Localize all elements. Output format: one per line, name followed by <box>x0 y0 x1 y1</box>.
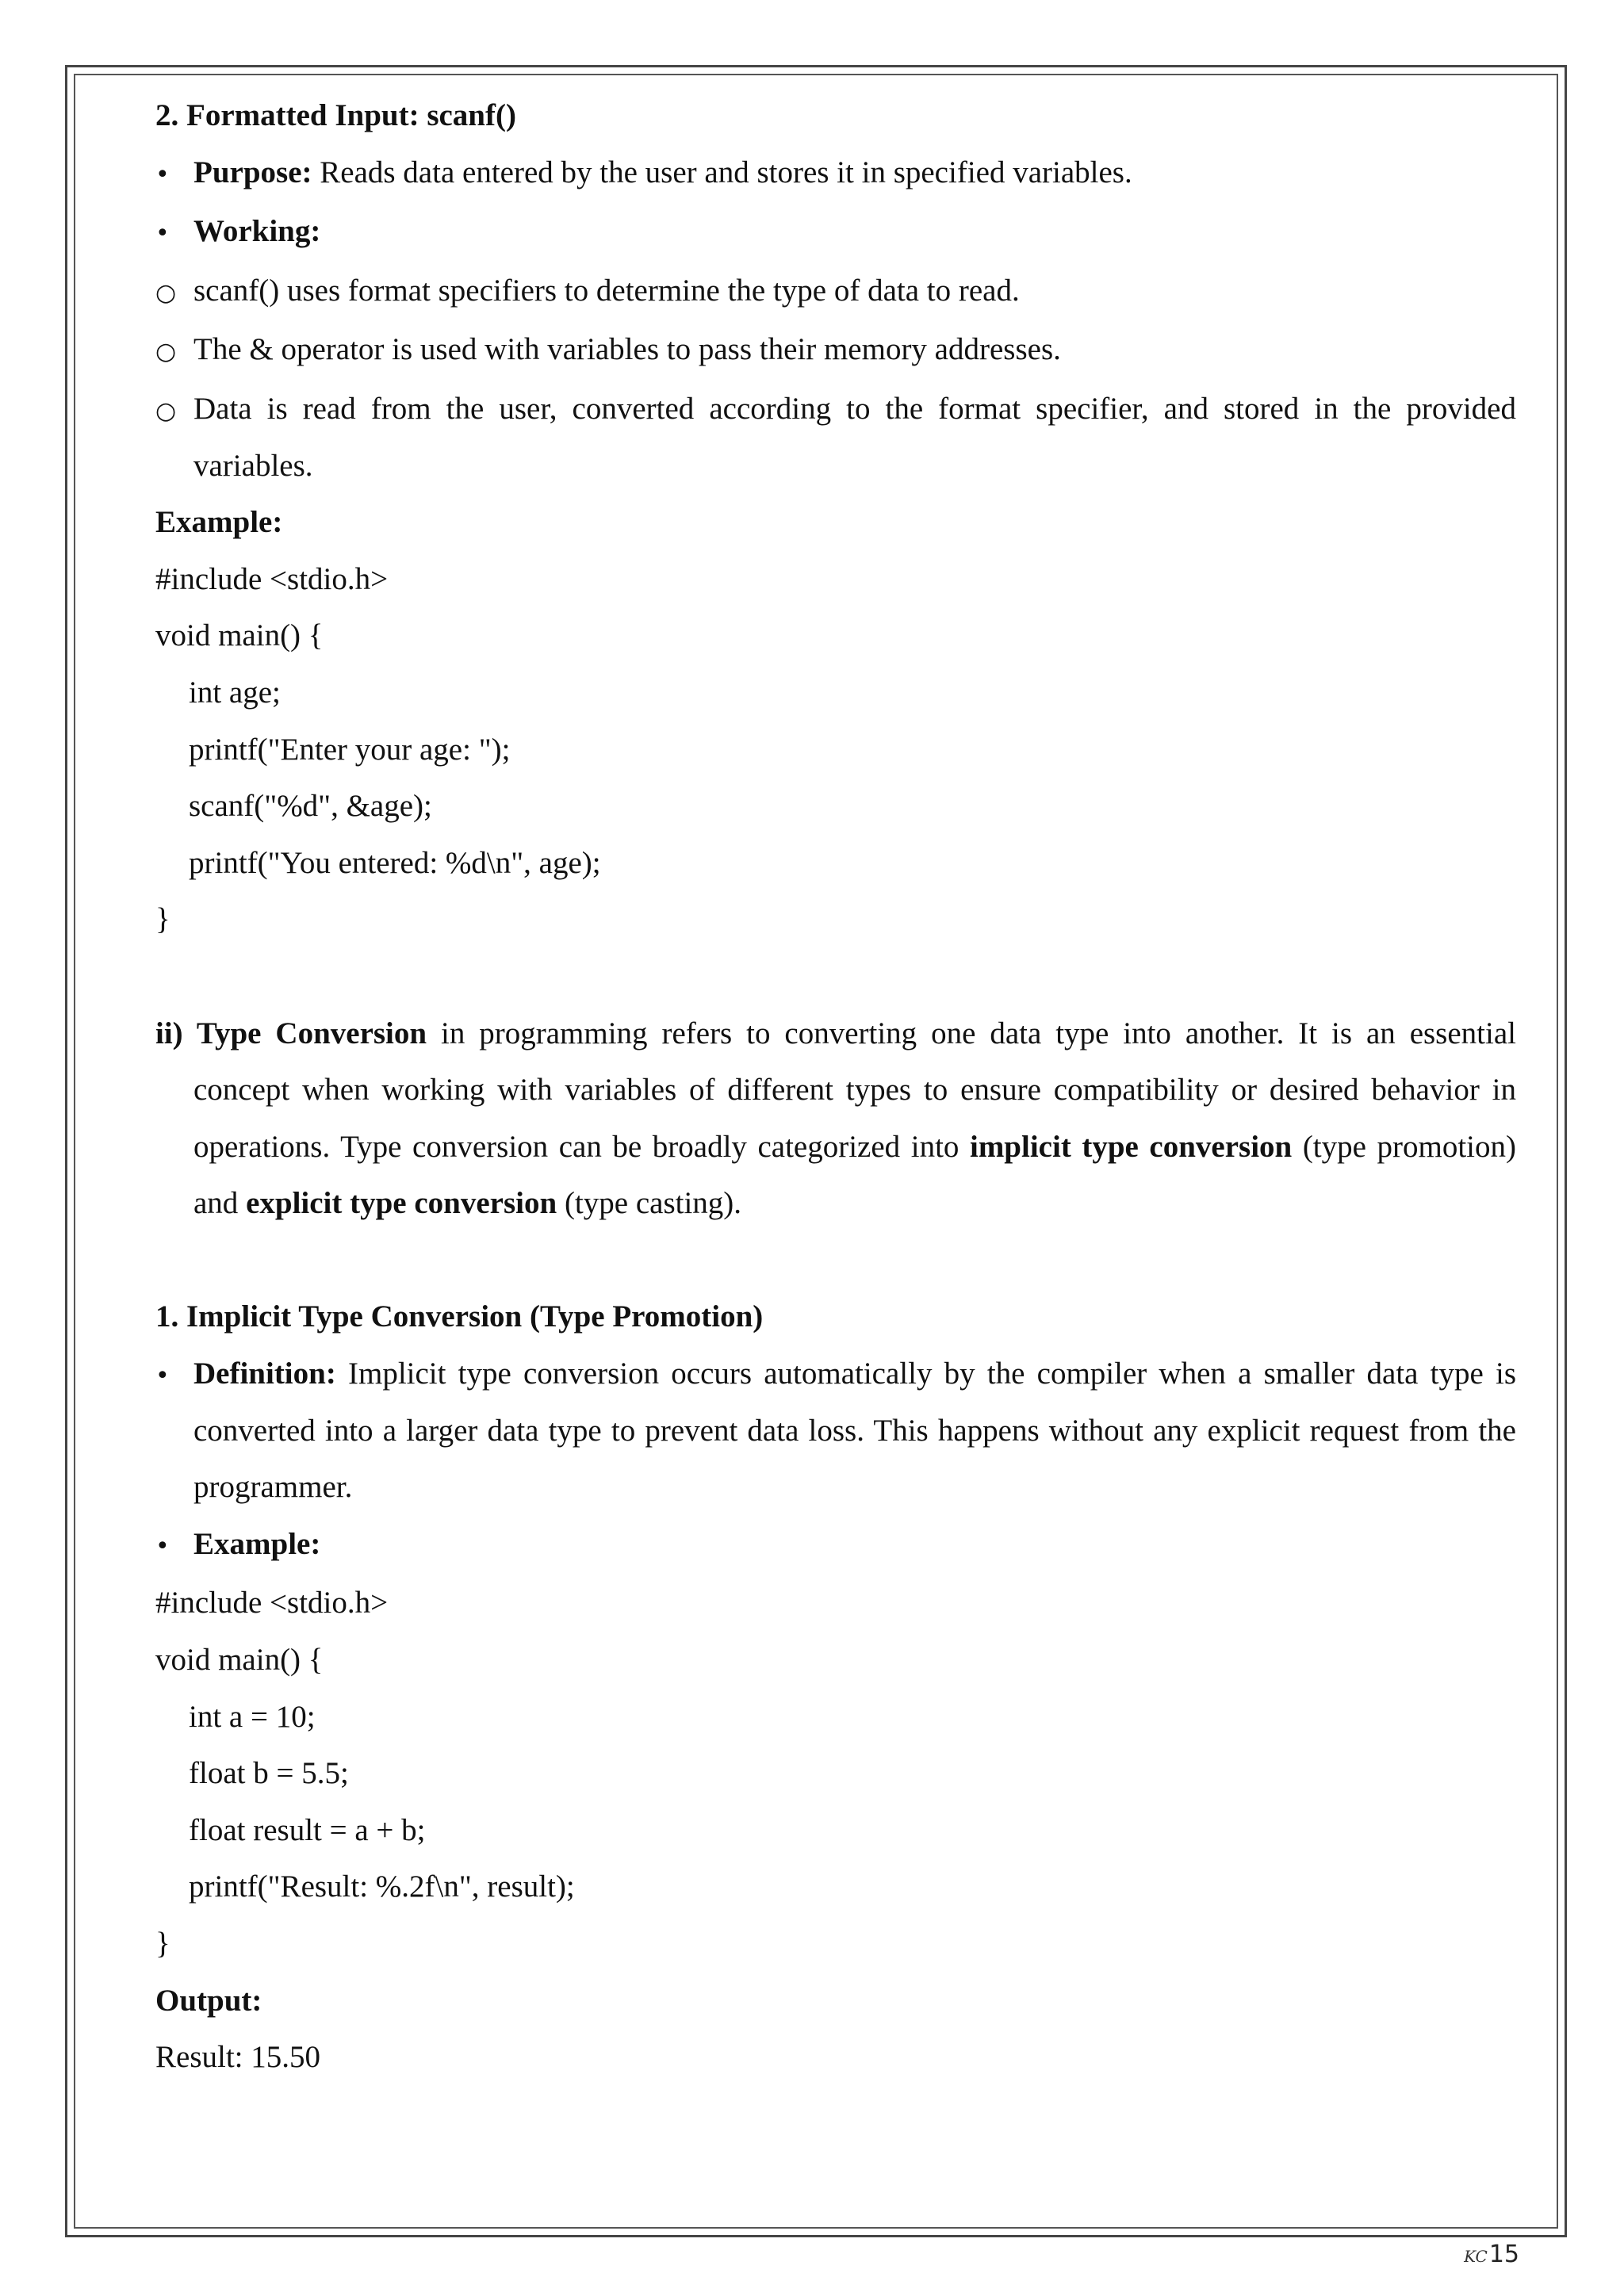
code-line: float b = 5.5; <box>189 1756 349 1791</box>
bullet-dot-icon: • <box>155 1362 170 1391</box>
circle-bullet-icon: ○ <box>155 396 177 425</box>
example-label-2: Example: <box>193 1526 321 1561</box>
circle-bullet-icon: ○ <box>155 278 177 307</box>
code-line: printf("Result: %.2f\n", result); <box>189 1869 575 1904</box>
bullet-dot-icon: • <box>155 1532 170 1560</box>
bullet-definition <box>155 1345 1516 1516</box>
section-heading-implicit: 1. Implicit Type Conversion (Type Promotion) <box>155 1299 764 1334</box>
output-label: Output: <box>155 1983 262 2018</box>
code-line: } <box>155 1927 170 1961</box>
code-line: float result = a + b; <box>189 1812 426 1847</box>
bullet-purpose <box>155 144 1516 204</box>
page-number: 15 <box>1488 2241 1519 2268</box>
type-conversion-intro: ii) Type Conversion in programming refers to converting one data type into another. It is an essential concept when working with variables of different types to ensure compatibility or desired behavior in operations. Type conversion can be broadly categorized into implicit type conversion (type promotion) and explicit type conversion (type casting). <box>155 1016 1516 1221</box>
code-line: scanf("%d", &age); <box>189 789 432 824</box>
code-line: printf("You entered: %d\n", age); <box>189 845 601 880</box>
page-content <box>155 87 1516 2086</box>
definition-label: Definition: <box>193 1357 336 1391</box>
bullet-dot-icon: • <box>155 220 170 248</box>
spacer <box>155 1232 1516 1289</box>
code-line: } <box>155 902 170 937</box>
page-footer <box>1464 2241 1519 2268</box>
code-line: #include <stdio.h> <box>155 561 389 596</box>
code-line: #include <stdio.h> <box>155 1586 389 1621</box>
type-conversion-term: Type Conversion <box>196 1016 427 1050</box>
signature-mark: KC <box>1464 2247 1488 2266</box>
purpose-text: Reads data entered by the user and stores it in specified variables. <box>312 155 1132 189</box>
code-line: int a = 10; <box>189 1699 316 1734</box>
implicit-term: implicit type conversion <box>969 1129 1293 1164</box>
code-line: void main() { <box>155 618 324 653</box>
bullet-dot-icon: • <box>155 160 170 189</box>
bullet-example <box>155 1516 1516 1575</box>
explicit-term: explicit type conversion <box>246 1186 557 1221</box>
code-block-scanf <box>155 551 1516 948</box>
example-label-1: Example: <box>155 505 283 540</box>
sub-bullet-working-3: ○ Data is read from the user, converted according to the format specifier, and stored in the provided variables. <box>155 381 1516 494</box>
bullet-working <box>155 203 1516 262</box>
code-line: void main() { <box>155 1643 324 1678</box>
code-line: printf("Enter your age: "); <box>189 732 511 767</box>
sub-bullet-working-2: ○ The & operator is used with variables to pass their memory addresses. <box>155 321 1516 381</box>
purpose-label: Purpose: <box>193 155 312 189</box>
output-text: Result: 15.50 <box>155 2040 321 2075</box>
sub-bullet-working-1: ○ scanf() uses format specifiers to determine the type of data to read. <box>155 262 1516 322</box>
spacer <box>155 948 1516 1005</box>
section-heading-formatted-input: 2. Formatted Input: scanf() <box>155 98 516 132</box>
definition-text: Implicit type conversion occurs automatically by the compiler when a smaller data type is converted into a larger data type to prevent data loss. This happens without any explicit request from the programmer. <box>193 1357 1516 1505</box>
code-line: int age; <box>189 675 281 710</box>
circle-bullet-icon: ○ <box>155 338 177 366</box>
working-label: Working: <box>193 214 321 249</box>
code-block-implicit <box>155 1575 1516 1972</box>
